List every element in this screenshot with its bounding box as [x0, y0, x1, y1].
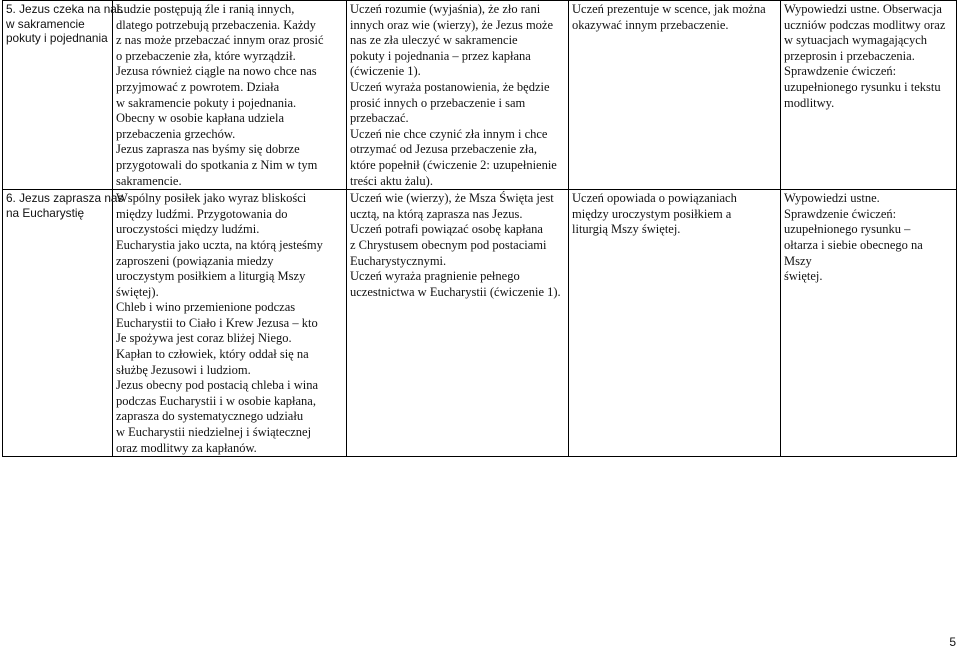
- text-line: uzupełnionego rysunku –: [784, 222, 911, 237]
- text-line: innych oraz wie (wierzy), że Jezus może: [350, 17, 554, 32]
- text-line: z nas może przebaczać innym oraz prosić: [116, 33, 324, 48]
- text-line: uczniów podczas modlitwy oraz: [784, 17, 946, 32]
- skills-cell: [569, 1, 781, 190]
- text-line: Uczeń rozumie (wyjaśnia), że zło rani: [350, 2, 541, 16]
- text-line: przeprosin i przebaczenia.: [784, 48, 915, 63]
- text-line: Uczeń wyraża postanowienia, że będzie: [350, 79, 550, 94]
- text-line: oraz modlitwy za kapłanów.: [116, 440, 257, 455]
- text-line: służbę Jezusowi i ludziom.: [116, 362, 251, 377]
- text-line: Uczeń wie (wierzy), że Msza Święta jest: [350, 191, 554, 206]
- text-line: Je spożywa jest coraz bliżej Niego.: [116, 331, 292, 346]
- text-line: Eucharystia jako uczta, na którą jesteśmy: [116, 237, 323, 252]
- text-line: Uczeń nie chce czynić zła innym i chce: [350, 126, 548, 141]
- text-line: Uczeń wyraża pragnienie pełnego: [350, 269, 520, 284]
- table-row: [3, 1, 957, 190]
- text-line: w sakramencie pokuty i pojednania.: [116, 95, 297, 110]
- text-line: Kapłan to człowiek, który oddał się na: [116, 347, 309, 362]
- text-line: okazywać innym przebaczenie.: [572, 17, 729, 32]
- text-line: Mszy: [784, 253, 812, 268]
- text-line: Jezusa również ciągle na nowo chce nas: [116, 64, 317, 79]
- text-line: w Eucharystii niedzielnej i świątecznej: [116, 425, 312, 440]
- text-line: pokuty i pojednania – przez kapłana: [350, 48, 531, 63]
- curriculum-table-grid: [2, 0, 957, 457]
- text-line: zaprasza do systematycznego udziału: [116, 409, 304, 424]
- knowledge-cell: [347, 1, 569, 190]
- text-line: które popełnił (ćwiczenie 2: uzupełnienie: [350, 157, 557, 172]
- topic-cell: [3, 190, 124, 457]
- text-line: pokuty i pojednania: [6, 31, 108, 45]
- text-line: ucztą, na którą zaprasza nas Jezus.: [350, 206, 523, 221]
- table-row: [3, 190, 957, 457]
- text-line: Uczeń prezentuje w scence, jak można: [572, 2, 766, 16]
- text-line: Sprawdzenie ćwiczeń:: [784, 64, 897, 79]
- text-line: Eucharystii to Ciało i Krew Jezusa – kto: [116, 315, 318, 330]
- text-line: 6. Jezus zaprasza nas: [6, 191, 124, 206]
- text-line: Jezus obecny pod postacią chleba i wina: [116, 378, 319, 393]
- text-line: dlatego potrzebują przebaczenia. Każdy: [116, 17, 316, 32]
- evaluation-cell: [781, 190, 957, 457]
- text-line: przygotowali do spotkania z Nim w tym: [116, 157, 318, 172]
- text-line: zaproszeni (powiązania miedzy: [116, 253, 274, 268]
- text-line: między ludźmi. Przygotowania do: [116, 206, 288, 221]
- text-line: prosić innych o przebaczenie i sam: [350, 95, 526, 110]
- text-line: przebaczenia grzechów.: [116, 126, 236, 141]
- text-line: Eucharystycznymi.: [350, 253, 447, 268]
- text-line: na Eucharystię: [6, 205, 85, 220]
- text-line: w sytuacjach wymagających: [784, 33, 927, 48]
- text-line: uczestnictwa w Eucharystii (ćwiczenie 1).: [350, 284, 561, 299]
- skills-cell: [569, 190, 781, 457]
- text-line: przebaczać.: [350, 111, 409, 126]
- topic-cell: [3, 1, 123, 190]
- text-line: Wypowiedzi ustne.: [784, 191, 880, 206]
- text-line: Ludzie postępują źle i ranią innych,: [116, 2, 295, 16]
- text-line: 5. Jezus czeka na nas: [6, 2, 123, 16]
- knowledge-cell: [347, 190, 569, 457]
- text-line: uzupełnionego rysunku i tekstu: [784, 79, 941, 94]
- text-line: Wypowiedzi ustne. Obserwacja: [784, 2, 942, 16]
- text-line: sakramencie.: [116, 173, 182, 188]
- text-line: uroczystym posiłkiem a liturgią Mszy: [116, 269, 306, 284]
- text-line: liturgią Mszy świętej.: [572, 222, 681, 237]
- text-line: uroczystości między ludźmi.: [116, 222, 260, 237]
- text-line: świętej.: [784, 269, 823, 284]
- text-line: o przebaczenie zła, które wyrządził.: [116, 48, 296, 63]
- text-line: modlitwy.: [784, 95, 835, 110]
- evaluation-cell: [781, 1, 957, 190]
- page-number: 5: [949, 635, 956, 649]
- text-line: (ćwiczenie 1).: [350, 64, 421, 79]
- text-line: Wspólny posiłek jako wyraz bliskości: [116, 191, 307, 206]
- text-line: podczas Eucharystii i w osobie kapłana,: [116, 393, 316, 408]
- text-line: Jezus zaprasza nas byśmy się dobrze: [116, 142, 300, 157]
- text-line: treści aktu żalu).: [350, 173, 433, 188]
- text-line: Uczeń potrafi powiązać osobę kapłana: [350, 222, 543, 237]
- curriculum-table: [2, 0, 956, 455]
- text-line: między uroczystym posiłkiem a: [572, 206, 732, 221]
- text-line: przyjmować z powrotem. Działa: [116, 79, 280, 94]
- text-line: otrzymać od Jezusa przebaczenie zła,: [350, 142, 538, 157]
- content-cell: [113, 1, 347, 190]
- text-line: Sprawdzenie ćwiczeń:: [784, 206, 897, 221]
- text-line: Obecny w osobie kapłana udziela: [116, 111, 284, 126]
- text-line: w sakramencie: [6, 16, 85, 31]
- content-cell: [113, 190, 347, 457]
- text-line: Uczeń opowiada o powiązaniach: [572, 191, 737, 206]
- text-line: nas ze zła uleczyć w sakramencie: [350, 33, 518, 48]
- text-line: Chleb i wino przemienione podczas: [116, 300, 296, 315]
- text-line: z Chrystusem obecnym pod postaciami: [350, 237, 547, 252]
- text-line: świętej).: [116, 284, 159, 299]
- text-line: ołtarza i siebie obecnego na: [784, 237, 923, 252]
